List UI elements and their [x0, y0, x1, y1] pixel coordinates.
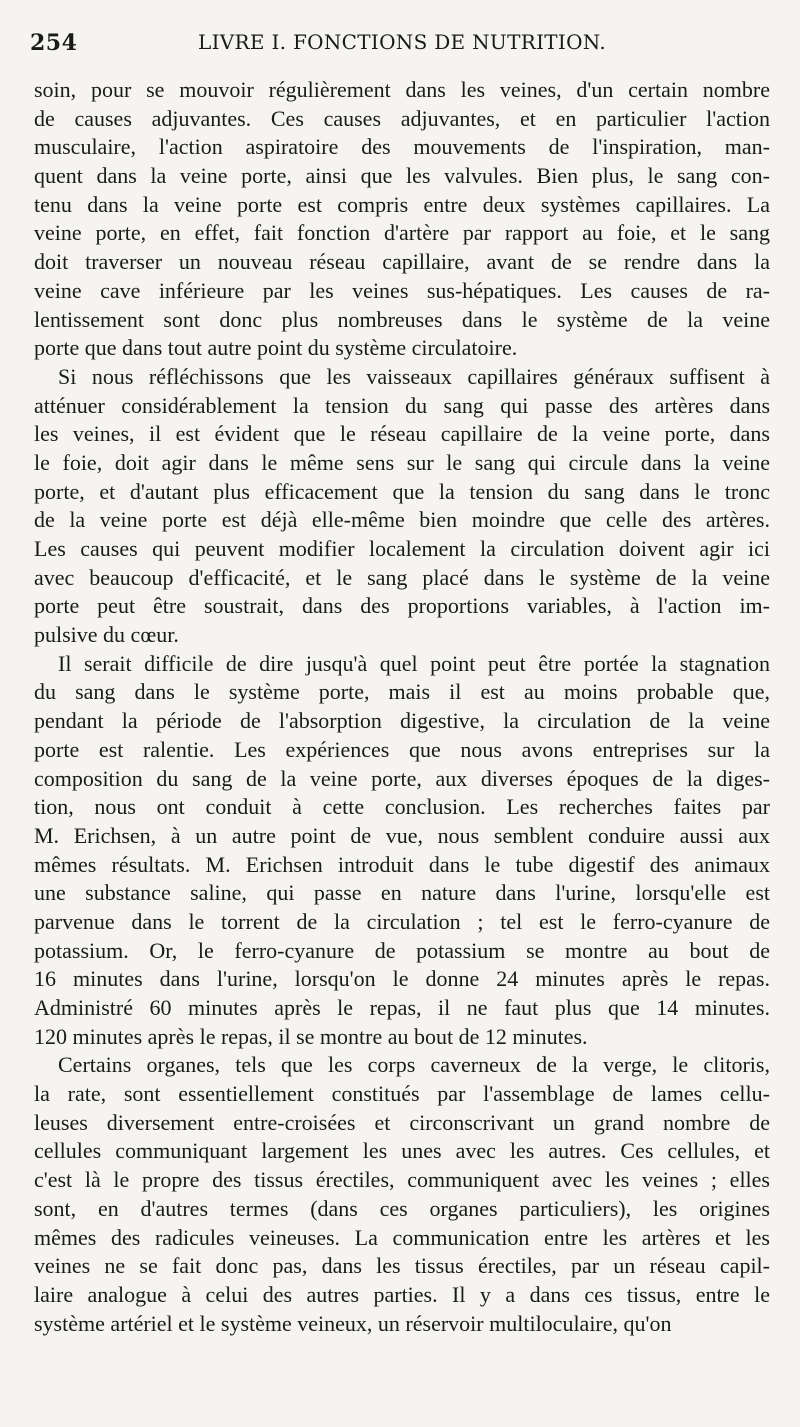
- text-line: mêmes résultats. M. Erichsen introduit dans le tube digestif des animaux: [34, 851, 770, 877]
- text-line: Si nous réfléchissons que les vaisseaux capillaires généraux suffisent à: [58, 363, 770, 389]
- text-line: leuses diversement entre-croisées et circonscrivant un grand nombre de: [34, 1109, 770, 1135]
- text-line: doit traverser un nouveau réseau capillaire, avant de se rendre dans la: [34, 249, 770, 275]
- text-line: 120 minutes après le repas, il se montre au bout de 12 minutes.: [34, 1023, 588, 1049]
- text-line: système artériel et le système veineux, un réservoir multiloculaire, qu'on: [34, 1310, 672, 1336]
- text-line: les veines, il est évident que le réseau capillaire de la veine porte, dans: [34, 421, 770, 447]
- text-line: mêmes des radicules veineuses. La communication entre les artères et les: [34, 1224, 770, 1250]
- text-line: de causes adjuvantes. Ces causes adjuvantes, et en particulier l'action: [34, 105, 770, 131]
- text-line: avec beaucoup d'efficacité, et le sang placé dans le système de la veine: [34, 564, 770, 590]
- text-line: composition du sang de la veine porte, aux diverses époques de la diges-: [34, 765, 770, 791]
- text-line: Il serait difficile de dire jusqu'à quel point peut être portée la stagnation: [58, 650, 770, 676]
- text-line: porte est ralentie. Les expériences que nous avons entreprises sur la: [34, 736, 770, 762]
- text-line: veine porte, en effet, fait fonction d'artère par rapport au foie, et le sang: [34, 220, 770, 246]
- text-line: porte, et d'autant plus efficacement que la tension du sang dans le tronc: [34, 478, 770, 504]
- text-line: porte que dans tout autre point du système circulatoire.: [34, 335, 518, 361]
- text-line: veine cave inférieure par les veines sus-hépatiques. Les causes de ra-: [34, 277, 770, 303]
- text-line: Les causes qui peuvent modifier localement la circulation doivent agir ici: [34, 536, 770, 561]
- body-text: [34, 76, 770, 1338]
- text-line: quent dans la veine porte, ainsi que les valvules. Bien plus, le sang con-: [34, 163, 770, 189]
- paragraph: [34, 363, 770, 650]
- text-line: c'est là le propre des tissus érectiles, communiquent avec les veines ; elles: [34, 1167, 770, 1193]
- text-line: le foie, doit agir dans le même sens sur le sang qui circule dans la veine: [34, 449, 770, 475]
- chapter-title: LIVRE I. FONCTIONS DE NUTRITION.: [198, 30, 606, 54]
- paragraph: [34, 650, 770, 1052]
- text-line: musculaire, l'action aspiratoire des mouvements de l'inspiration, man-: [34, 134, 770, 160]
- text-line: pendant la période de l'absorption digestive, la circulation de la veine: [34, 708, 770, 734]
- text-line: tion, nous ont conduit à cette conclusion. Les recherches faites par: [34, 794, 770, 820]
- text-line: tenu dans la veine porte est compris entre deux systèmes capillaires. La: [34, 191, 770, 217]
- text-line: potassium. Or, le ferro-cyanure de potassium se montre au bout de: [34, 937, 770, 963]
- text-line: veines ne se fait donc pas, dans les tissus érectiles, par un réseau capil-: [34, 1253, 770, 1279]
- text-line: porte peut être soustrait, dans des proportions variables, à l'action im-: [34, 593, 770, 619]
- text-line: du sang dans le système porte, mais il est au moins probable que,: [34, 679, 770, 705]
- text-line: atténuer considérablement la tension du sang qui passe des artères dans: [34, 392, 770, 418]
- running-head: [30, 30, 770, 60]
- text-line: sont, en d'autres termes (dans ces organes particuliers), les origines: [34, 1195, 770, 1221]
- text-line: laire analogue à celui des autres parties. Il y a dans ces tissus, entre le: [34, 1281, 770, 1307]
- text-line: la rate, sont essentiellement constitués par l'assemblage de lames cellu-: [34, 1081, 770, 1107]
- text-line: cellules communiquant largement les unes avec les autres. Ces cellules, et: [34, 1138, 770, 1164]
- text-line: une substance saline, qui passe en nature dans l'urine, lorsqu'elle est: [34, 880, 770, 906]
- text-line: parvenue dans le torrent de la circulation ; tel est le ferro-cyanure de: [34, 908, 770, 934]
- text-line: soin, pour se mouvoir régulièrement dans les veines, d'un certain nombre: [34, 77, 770, 102]
- text-line: M. Erichsen, à un autre point de vue, nous semblent conduire aussi aux: [34, 822, 770, 848]
- text-line: lentissement sont donc plus nombreuses dans le système de la veine: [34, 306, 770, 332]
- text-line: 16 minutes dans l'urine, lorsqu'on le donne 24 minutes après le repas.: [34, 966, 770, 992]
- text-line: de la veine porte est déjà elle-même bien moindre que celle des artères.: [34, 507, 770, 533]
- text-line: pulsive du cœur.: [34, 622, 179, 648]
- paragraph: [34, 1051, 770, 1338]
- text-line: Administré 60 minutes après le repas, il ne faut plus que 14 minutes.: [34, 995, 770, 1020]
- paragraph: [34, 76, 770, 363]
- page-number: 254: [30, 30, 78, 56]
- text-line: Certains organes, tels que les corps caverneux de la verge, le clitoris,: [58, 1052, 770, 1078]
